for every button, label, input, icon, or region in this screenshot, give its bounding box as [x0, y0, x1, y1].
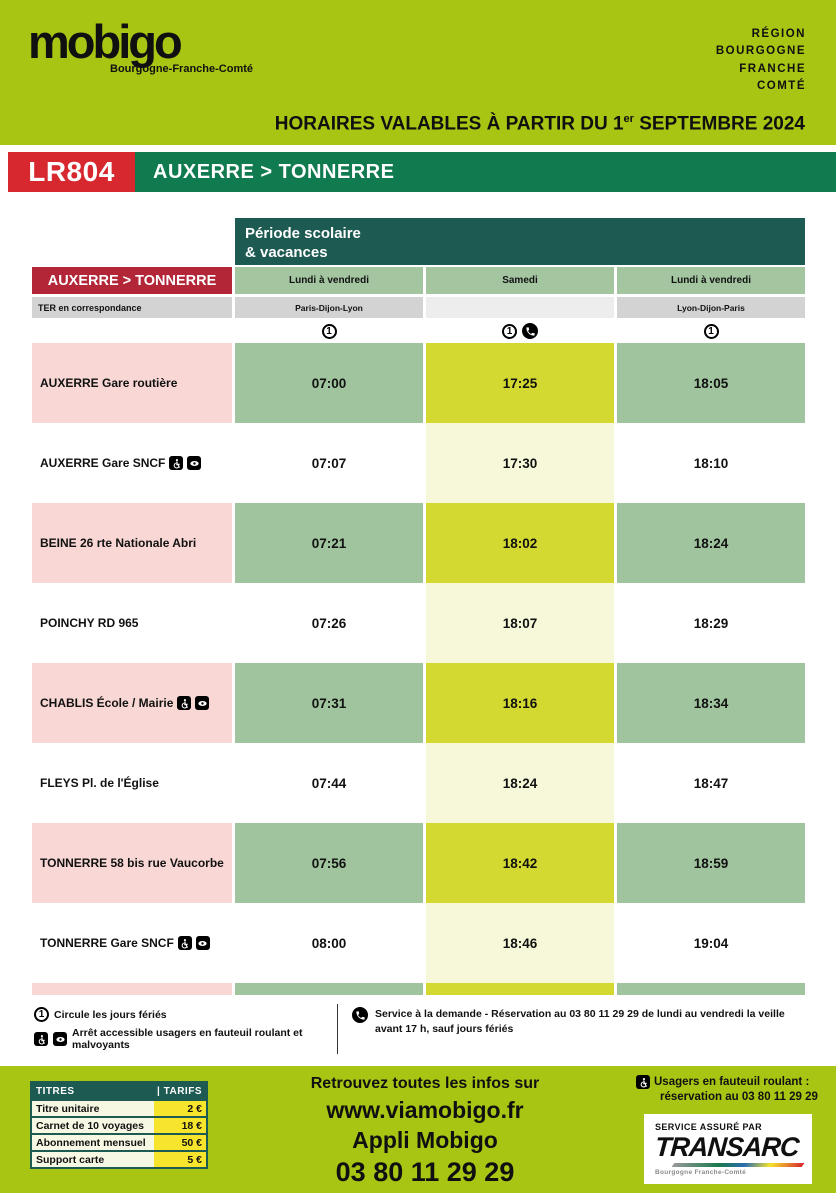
transarc-logo — [644, 1114, 812, 1184]
transarc-name: TRANSARC — [653, 1131, 800, 1162]
time-cell: 18:47 — [617, 743, 805, 823]
time-cell: 07:07 — [235, 423, 423, 503]
ter-label: TER en correspondance — [32, 297, 232, 318]
transarc-service-label: SERVICE ASSURÉ PAR — [655, 1121, 763, 1132]
circled-1-icon: 1 — [704, 324, 719, 339]
tariff-table — [30, 1081, 208, 1169]
stop-name: POINCHY RD 965 — [40, 616, 139, 630]
time-cell: 18:42 — [426, 823, 614, 903]
day-header-row — [32, 267, 805, 294]
table-row — [32, 743, 805, 823]
wheelchair-icon — [636, 1075, 650, 1089]
table-row — [32, 583, 805, 663]
time-cell: 08:00 — [235, 903, 423, 983]
phone-icon — [522, 323, 538, 339]
table-row — [32, 823, 805, 903]
stop-name: AUXERRE Gare SNCF — [40, 456, 166, 470]
wheelchair-icon — [177, 696, 191, 710]
ter-connection — [426, 297, 614, 318]
region-logo — [716, 26, 806, 95]
time-cell: 17:30 — [426, 423, 614, 503]
circled-1-icon: 1 — [322, 324, 337, 339]
stop-name: FLEYS Pl. de l'Église — [40, 776, 159, 790]
phone-icon — [352, 1007, 368, 1023]
time-cell: 18:16 — [426, 663, 614, 743]
time-cell: 07:26 — [235, 583, 423, 663]
time-cell: 18:24 — [617, 503, 805, 583]
tariff-row: Abonnement mensuel 50 € — [32, 1133, 206, 1150]
period-header: Période scolaire & vacances — [235, 218, 805, 265]
time-cell: 18:24 — [426, 743, 614, 823]
legend-item-circule — [34, 1007, 329, 1022]
transarc-subtitle: Bourgogne Franche-Comté — [655, 1168, 747, 1176]
table-row — [32, 503, 805, 583]
wheelchair-reservation-note: Usagers en fauteuil roulant : réservation au 03 80 11 29 29 — [636, 1075, 826, 1105]
validity-title: HORAIRES VALABLES À PARTIR DU 1er SEPTEMBRE 2024 — [274, 113, 805, 135]
header-band — [0, 0, 836, 145]
day-header: Lundi à vendredi — [235, 267, 423, 294]
mobigo-logo — [28, 15, 253, 75]
day-header: Lundi à vendredi — [617, 267, 805, 294]
wheelchair-icon — [34, 1032, 48, 1046]
footer-band — [0, 1066, 836, 1193]
table-row — [32, 903, 805, 983]
time-cell: 07:21 — [235, 503, 423, 583]
time-cell: 18:10 — [617, 423, 805, 503]
table-row — [32, 423, 805, 503]
phone-number[interactable]: 03 80 11 29 29 — [335, 1157, 515, 1187]
time-cell: 19:04 — [617, 903, 805, 983]
stop-name: CHABLIS École / Mairie — [40, 696, 174, 710]
time-cell: 18:02 — [426, 503, 614, 583]
legend-text: Arrêt accessible usagers en fauteuil roulant et malvoyants — [72, 1027, 303, 1051]
region-logo-line: FRANCHE — [739, 62, 806, 75]
table-row — [32, 663, 805, 743]
route-bar — [8, 152, 836, 192]
time-cell: 18:05 — [617, 343, 805, 423]
period-header-row — [32, 218, 805, 265]
table-row-partial — [32, 983, 805, 995]
website-link[interactable]: www.viamobigo.fr — [326, 1097, 524, 1123]
direction-label: AUXERRE > TONNERRE — [32, 267, 232, 294]
stop-cell — [32, 903, 232, 983]
stop-cell — [32, 343, 232, 423]
time-cell: 07:00 — [235, 343, 423, 423]
wheelchair-icon — [178, 936, 192, 950]
app-name: Appli Mobigo — [352, 1127, 498, 1153]
stop-name: BEINE 26 rte Nationale Abri — [40, 536, 197, 550]
time-cell: 07:31 — [235, 663, 423, 743]
stop-name: TONNERRE 58 bis rue Vaucorbe — [40, 856, 224, 870]
region-logo-line: COMTÉ — [756, 79, 806, 92]
legend-text: Service à la demande - Réservation au 03 80 11 29 29 de lundi au vendredi la veille avant 17 h, sauf jours fériés — [375, 1008, 785, 1035]
time-cell: 18:46 — [426, 903, 614, 983]
stop-cell — [32, 503, 232, 583]
time-cell: 18:34 — [617, 663, 805, 743]
footer-right — [636, 1075, 826, 1184]
visually-impaired-icon — [53, 1032, 67, 1046]
timetable — [32, 218, 805, 995]
stop-cell — [32, 823, 232, 903]
transarc-swoosh — [672, 1163, 805, 1167]
ter-connection: Lyon-Dijon-Paris — [617, 297, 805, 318]
service-icons-row — [32, 320, 805, 342]
stop-cell — [32, 743, 232, 823]
legend-right — [352, 1007, 807, 1036]
wheelchair-icon — [169, 456, 183, 470]
visually-impaired-icon — [196, 936, 210, 950]
legend-divider — [337, 1004, 338, 1054]
tariff-row: Support carte 5 € — [32, 1150, 206, 1167]
table-row — [32, 343, 805, 423]
tariff-row: Titre unitaire 2 € — [32, 1099, 206, 1116]
tariff-header: TITRES | TARIFS — [32, 1083, 206, 1099]
visually-impaired-icon — [187, 456, 201, 470]
legend-text: Circule les jours fériés — [54, 1008, 167, 1021]
route-name: AUXERRE > TONNERRE — [135, 152, 836, 192]
day-header: Samedi — [426, 267, 614, 294]
region-logo-line: BOURGOGNE — [715, 45, 806, 58]
tariff-row: Carnet de 10 voyages 18 € — [32, 1116, 206, 1133]
circled-1-icon: 1 — [34, 1007, 49, 1022]
route-code-badge: LR804 — [8, 152, 135, 192]
legend-left — [34, 1007, 329, 1056]
legend-item-accessible — [34, 1027, 329, 1051]
ter-connection: Paris-Dijon-Lyon — [235, 297, 423, 318]
mobigo-logo-tagline: Bourgogne-Franche-Comté — [110, 63, 253, 75]
region-logo-line: RÉGION — [751, 28, 806, 40]
time-cell: 18:29 — [617, 583, 805, 663]
footer-info-line: Retrouvez toutes les infos sur — [310, 1075, 540, 1092]
stop-cell — [32, 583, 232, 663]
stop-name: AUXERRE Gare routière — [40, 376, 178, 390]
time-cell: 18:07 — [426, 583, 614, 663]
footer-info — [255, 1075, 595, 1188]
ter-row — [32, 297, 805, 318]
stop-name: TONNERRE Gare SNCF — [40, 936, 174, 950]
circled-1-icon: 1 — [502, 324, 517, 339]
mobigo-logo-text: mobigo — [28, 15, 180, 68]
time-cell: 18:59 — [617, 823, 805, 903]
stop-cell — [32, 663, 232, 743]
stop-cell — [32, 423, 232, 503]
time-cell: 17:25 — [426, 343, 614, 423]
time-cell: 07:56 — [235, 823, 423, 903]
visually-impaired-icon — [195, 696, 209, 710]
time-cell: 07:44 — [235, 743, 423, 823]
